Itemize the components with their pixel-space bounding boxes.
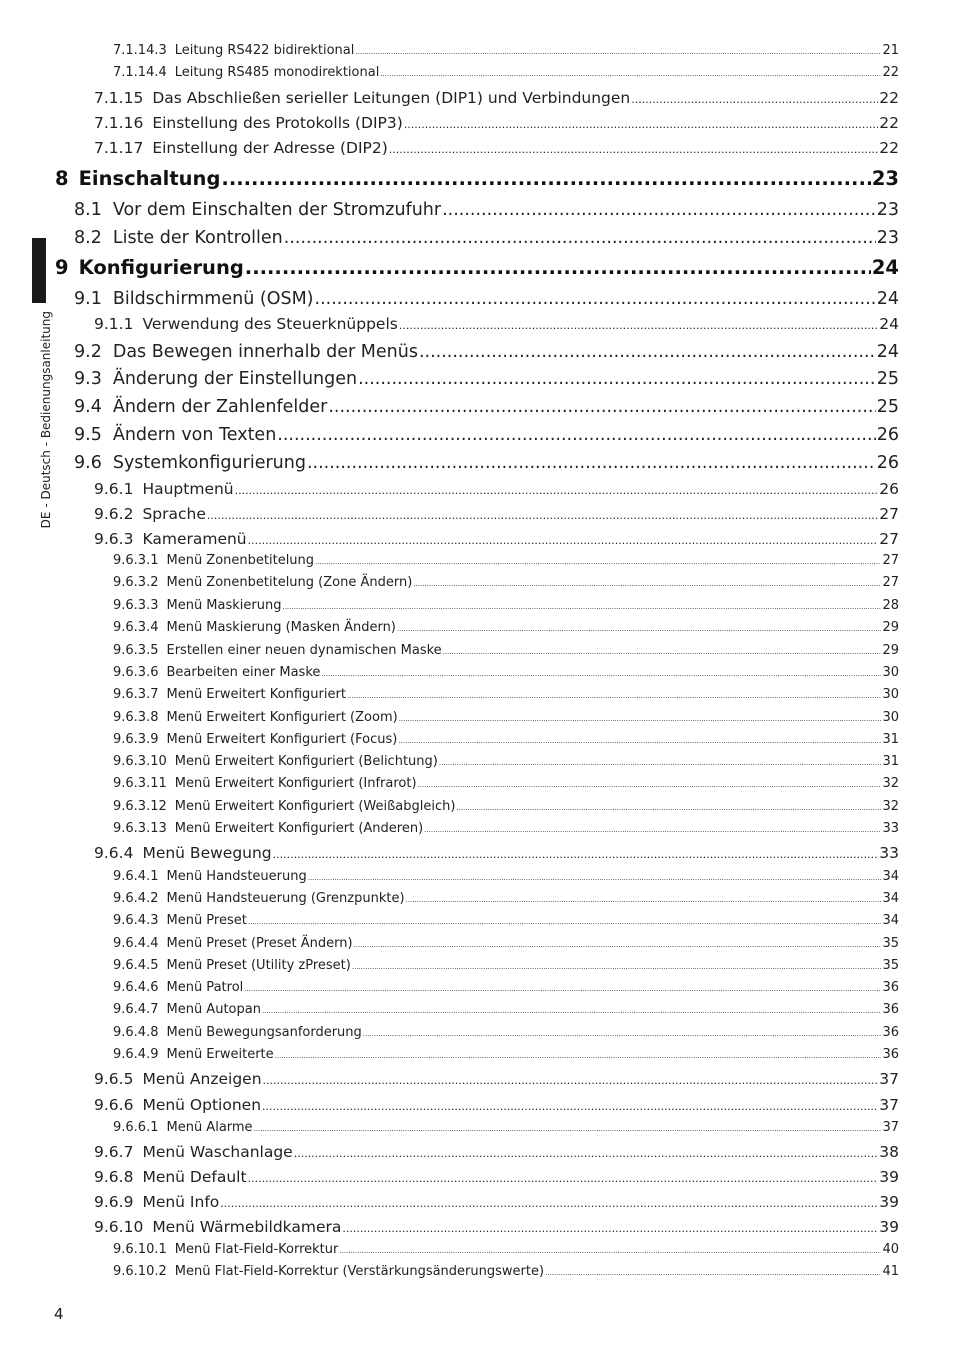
side-language-label: DE - Deutsch - Bedienungsanleitung	[39, 311, 53, 529]
toc-entry-number: 9.6.4.3	[113, 913, 159, 928]
toc-entry-page: 31	[882, 754, 899, 769]
toc-entry[interactable]	[113, 553, 899, 568]
toc-entry-page: 32	[882, 799, 899, 814]
toc-dot-leader	[248, 918, 882, 926]
toc-dot-leader	[443, 648, 882, 656]
toc-dot-leader	[235, 484, 879, 497]
toc-entry[interactable]	[94, 139, 899, 157]
toc-dot-leader	[342, 1222, 878, 1235]
toc-dot-leader	[352, 963, 882, 971]
toc-entry[interactable]	[113, 980, 899, 995]
toc-dot-leader	[399, 715, 882, 723]
toc-entry-number: 7.1.14.3	[113, 43, 167, 58]
toc-entry-number: 9.6.4.4	[113, 936, 159, 951]
toc-entry-number: 9.6.3.4	[113, 620, 159, 635]
toc-entry-page: 27	[879, 530, 899, 548]
toc-entry-title: Menü Autopan	[166, 1002, 261, 1017]
toc-entry-page: 31	[882, 732, 899, 747]
toc-entry[interactable]	[55, 256, 899, 279]
toc-entry-page: 41	[882, 1264, 899, 1279]
toc-entry-title: Menü Bewegungsanforderung	[166, 1025, 362, 1040]
toc-entry[interactable]	[74, 342, 899, 362]
toc-entry-title: Menü Erweitert Konfiguriert	[166, 687, 346, 702]
toc-entry-page: 28	[882, 598, 899, 613]
toc-entry-number: 9.6.3.8	[113, 710, 159, 725]
toc-entry[interactable]	[94, 480, 899, 498]
toc-entry-page: 34	[882, 913, 899, 928]
toc-entry[interactable]	[94, 530, 899, 548]
toc-dot-leader	[207, 509, 878, 522]
toc-entry-number: 7.1.17	[94, 139, 144, 157]
toc-entry[interactable]	[94, 1168, 899, 1186]
toc-entry-page: 32	[882, 776, 899, 791]
toc-entry-page: 25	[876, 369, 899, 389]
toc-entry-title: Bildschirmmenü (OSM)	[112, 289, 314, 309]
toc-entry-title: Einstellung des Protokolls (DIP3)	[152, 114, 403, 132]
toc-entry-page: 24	[879, 315, 899, 333]
toc-entry[interactable]	[113, 710, 899, 725]
toc-entry-page: 22	[882, 65, 899, 80]
toc-entry-number: 9.6.4	[94, 844, 134, 862]
toc-entry-page: 36	[882, 1002, 899, 1017]
toc-entry[interactable]	[55, 167, 899, 190]
toc-entry-number: 9.6.4.2	[113, 891, 159, 906]
toc-dot-leader	[307, 453, 876, 473]
toc-dot-leader	[380, 70, 881, 78]
toc-entry-title: Menü Waschanlage	[142, 1143, 293, 1161]
toc-entry[interactable]	[113, 598, 899, 613]
toc-entry-number: 9.3	[74, 369, 102, 389]
toc-entry-page: 38	[879, 1143, 899, 1161]
toc-entry-page: 26	[876, 453, 899, 473]
toc-dot-leader	[315, 558, 881, 566]
toc-entry[interactable]	[74, 425, 899, 445]
toc-entry[interactable]	[113, 936, 899, 951]
toc-dot-leader	[254, 1125, 882, 1133]
toc-entry-page: 33	[882, 821, 899, 836]
toc-entry-number: 9.6.3.5	[113, 643, 159, 658]
toc-dot-leader	[413, 580, 881, 588]
toc-entry-title: Menü Maskierung (Masken Ändern)	[166, 620, 396, 635]
toc-entry[interactable]	[113, 687, 899, 702]
toc-dot-leader	[545, 1269, 881, 1277]
toc-entry-number: 9.6.7	[94, 1143, 134, 1161]
toc-dot-leader	[397, 625, 882, 633]
toc-entry-page: 35	[882, 958, 899, 973]
toc-dot-leader	[398, 737, 881, 745]
toc-entry-title: Menü Flat-Field-Korrektur (Verstärkungsänderungswerte)	[174, 1264, 545, 1279]
toc-entry-title: Leitung RS422 bidirektional	[174, 43, 355, 58]
toc-entry-number: 9.6.1	[94, 480, 134, 498]
toc-dot-leader	[339, 1247, 881, 1255]
toc-entry-title: Ändern von Texten	[112, 425, 277, 445]
toc-dot-leader	[631, 93, 878, 106]
toc-entry-number: 9.6	[74, 453, 102, 473]
toc-entry-page: 39	[879, 1168, 899, 1186]
toc-entry-number: 9	[55, 256, 69, 279]
toc-entry-page: 24	[876, 342, 899, 362]
toc-entry[interactable]	[113, 620, 899, 635]
toc-entry-number: 9.6.8	[94, 1168, 134, 1186]
toc-entry-page: 27	[882, 553, 899, 568]
toc-entry-title: Menü Handsteuerung (Grenzpunkte)	[166, 891, 405, 906]
toc-entry-page: 39	[879, 1218, 899, 1236]
toc-entry-page: 36	[882, 1025, 899, 1040]
toc-entry-page: 23	[871, 167, 899, 190]
toc-dot-leader	[221, 167, 870, 190]
toc-entry-title: Änderung der Einstellungen	[112, 369, 358, 389]
toc-dot-leader	[456, 804, 881, 812]
toc-entry-title: Konfigurierung	[78, 256, 244, 279]
toc-entry[interactable]	[94, 1143, 899, 1161]
toc-entry-number: 9.6.4.5	[113, 958, 159, 973]
toc-entry-number: 9.6.3.12	[113, 799, 167, 814]
toc-entry[interactable]	[113, 43, 899, 58]
toc-dot-leader	[262, 1007, 882, 1015]
toc-entry-title: Hauptmenü	[142, 480, 234, 498]
toc-entry[interactable]	[113, 1264, 899, 1279]
toc-entry-number: 9.6.3.7	[113, 687, 159, 702]
toc-entry-title: Menü Preset (Utility zPreset)	[166, 958, 351, 973]
toc-entry[interactable]	[94, 844, 899, 862]
toc-entry-title: Bearbeiten einer Maske	[166, 665, 321, 680]
toc-dot-leader	[347, 692, 882, 700]
toc-entry-number: 9.1.1	[94, 315, 134, 333]
toc-entry-title: Menü Optionen	[142, 1096, 262, 1114]
toc-dot-leader	[419, 342, 876, 362]
toc-entry[interactable]	[113, 1047, 899, 1062]
toc-entry-page: 23	[876, 228, 899, 248]
toc-entry-title: Menü Preset (Preset Ändern)	[166, 936, 353, 951]
toc-entry[interactable]	[113, 65, 899, 80]
toc-entry-title: Menü Info	[142, 1193, 220, 1211]
toc-entry-title: Menü Flat-Field-Korrektur	[174, 1242, 339, 1257]
toc-entry-number: 7.1.14.4	[113, 65, 167, 80]
toc-entry[interactable]	[74, 397, 899, 417]
toc-entry-page: 39	[879, 1193, 899, 1211]
toc-entry-number: 9.6.2	[94, 505, 134, 523]
toc-entry[interactable]	[74, 200, 899, 220]
toc-entry-title: Liste der Kontrollen	[112, 228, 283, 248]
toc-entry-page: 27	[879, 505, 899, 523]
toc-dot-leader	[418, 781, 882, 789]
toc-dot-leader	[308, 874, 882, 882]
toc-entry-number: 9.6.3.6	[113, 665, 159, 680]
toc-entry-title: Kameramenü	[142, 530, 247, 548]
toc-entry-page: 24	[871, 256, 899, 279]
toc-dot-leader	[404, 118, 878, 131]
toc-entry-page: 24	[876, 289, 899, 309]
toc-entry[interactable]	[74, 228, 899, 248]
toc-entry-title: Erstellen einer neuen dynamischen Maske	[166, 643, 442, 658]
toc-entry-page: 29	[882, 620, 899, 635]
toc-entry-number: 9.6.6	[94, 1096, 134, 1114]
toc-entry-title: Menü Zonenbetitelung (Zone Ändern)	[166, 575, 413, 590]
toc-dot-leader	[275, 1052, 882, 1060]
toc-entry-title: Menü Preset	[166, 913, 247, 928]
toc-entry[interactable]	[113, 665, 899, 680]
toc-entry-title: Menü Bewegung	[142, 844, 272, 862]
toc-dot-leader	[284, 228, 876, 248]
toc-entry-number: 9.2	[74, 342, 102, 362]
toc-dot-leader	[363, 1030, 882, 1038]
toc-entry-page: 22	[879, 139, 899, 157]
toc-entry-title: Menü Zonenbetitelung	[166, 553, 315, 568]
toc-entry[interactable]	[113, 776, 899, 791]
toc-entry-title: Das Bewegen innerhalb der Menüs	[112, 342, 418, 362]
toc-entry-page: 36	[882, 1047, 899, 1062]
toc-entry-title: Das Abschließen serieller Leitungen (DIP1) und Verbindungen	[152, 89, 631, 107]
toc-entry-title: Menü Alarme	[166, 1120, 253, 1135]
toc-entry-page: 40	[882, 1242, 899, 1257]
toc-entry[interactable]	[74, 289, 899, 309]
toc-entry-number: 9.6.3.13	[113, 821, 167, 836]
toc-entry-title: Sprache	[142, 505, 206, 523]
toc-entry-page: 35	[882, 936, 899, 951]
toc-dot-leader	[389, 143, 878, 156]
toc-entry-number: 9.5	[74, 425, 102, 445]
toc-entry[interactable]	[113, 891, 899, 906]
toc-entry-title: Menü Erweitert Konfiguriert (Belichtung)	[174, 754, 438, 769]
toc-entry-page: 26	[876, 425, 899, 445]
toc-entry[interactable]	[113, 1120, 899, 1135]
toc-entry-number: 9.6.4.1	[113, 869, 159, 884]
toc-entry-page: 22	[879, 89, 899, 107]
toc-entry-number: 9.6.4.7	[113, 1002, 159, 1017]
toc-entry-page: 34	[882, 891, 899, 906]
toc-entry-number: 8.2	[74, 228, 102, 248]
toc-dot-leader	[354, 941, 882, 949]
toc-entry-number: 9.6.3	[94, 530, 134, 548]
toc-dot-leader	[399, 319, 878, 332]
page-number: 4	[54, 1305, 64, 1323]
toc-entry-title: Menü Erweiterte	[166, 1047, 274, 1062]
toc-entry[interactable]	[94, 114, 899, 132]
side-tab-marker	[32, 238, 46, 303]
toc-dot-leader	[321, 670, 881, 678]
toc-entry-number: 9.4	[74, 397, 102, 417]
toc-entry-page: 21	[882, 43, 899, 58]
toc-entry-page: 34	[882, 869, 899, 884]
toc-entry[interactable]	[94, 1096, 899, 1114]
toc-entry-page: 22	[879, 114, 899, 132]
toc-entry-page: 26	[879, 480, 899, 498]
toc-entry-number: 9.6.9	[94, 1193, 134, 1211]
toc-dot-leader	[277, 425, 875, 445]
toc-dot-leader	[262, 1100, 878, 1113]
toc-entry-number: 7.1.16	[94, 114, 144, 132]
toc-entry-title: Ändern der Zahlenfelder	[112, 397, 328, 417]
toc-entry[interactable]	[74, 453, 899, 473]
toc-entry-number: 9.1	[74, 289, 102, 309]
toc-dot-leader	[263, 1074, 879, 1087]
toc-dot-leader	[406, 896, 882, 904]
toc-dot-leader	[328, 397, 875, 417]
toc-entry-page: 37	[879, 1070, 899, 1088]
toc-entry-number: 9.6.3.11	[113, 776, 167, 791]
toc-entry-page: 25	[876, 397, 899, 417]
toc-entry-title: Einstellung der Adresse (DIP2)	[152, 139, 388, 157]
toc-entry-title: Menü Maskierung	[166, 598, 282, 613]
toc-entry-title: Menü Anzeigen	[142, 1070, 262, 1088]
toc-entry-title: Systemkonfigurierung	[112, 453, 306, 473]
toc-entry-title: Menü Patrol	[166, 980, 244, 995]
toc-entry-title: Vor dem Einschalten der Stromzufuhr	[112, 200, 442, 220]
toc-entry-page: 36	[882, 980, 899, 995]
toc-entry-title: Menü Erweitert Konfiguriert (Infrarot)	[174, 776, 417, 791]
toc-entry-number: 9.6.6.1	[113, 1120, 159, 1135]
toc-entry-page: 23	[876, 200, 899, 220]
toc-entry[interactable]	[94, 1193, 899, 1211]
toc-dot-leader	[248, 1172, 879, 1185]
toc-dot-leader	[220, 1197, 878, 1210]
toc-entry-page: 37	[882, 1120, 899, 1135]
toc-entry-number: 9.6.10.2	[113, 1264, 167, 1279]
toc-entry[interactable]	[94, 89, 899, 107]
toc-entry-number: 7.1.15	[94, 89, 144, 107]
toc-entry-number: 9.6.4.8	[113, 1025, 159, 1040]
toc-dot-leader	[282, 603, 881, 611]
toc-entry-number: 9.6.3.1	[113, 553, 159, 568]
toc-entry-title: Menü Wärmebildkamera	[152, 1218, 342, 1236]
toc-entry-page: 29	[882, 643, 899, 658]
toc-entry-number: 9.6.4.6	[113, 980, 159, 995]
toc-entry-number: 9.6.10	[94, 1218, 144, 1236]
toc-dot-leader	[244, 985, 881, 993]
toc-entry-title: Leitung RS485 monodirektional	[174, 65, 380, 80]
toc-entry[interactable]	[113, 1242, 899, 1257]
toc-entry-page: 33	[879, 844, 899, 862]
toc-dot-leader	[355, 48, 881, 56]
toc-entry-number: 9.6.3.3	[113, 598, 159, 613]
toc-entry-page: 27	[882, 575, 899, 590]
toc-entry[interactable]	[113, 754, 899, 769]
toc-entry-number: 9.6.10.1	[113, 1242, 167, 1257]
toc-entry-number: 9.6.3.9	[113, 732, 159, 747]
toc-entry[interactable]	[94, 505, 899, 523]
toc-entry-page: 30	[882, 710, 899, 725]
toc-entry[interactable]	[74, 369, 899, 389]
toc-entry-title: Menü Erweitert Konfiguriert (Anderen)	[174, 821, 424, 836]
toc-dot-leader	[442, 200, 876, 220]
toc-dot-leader	[315, 289, 876, 309]
toc-entry-number: 8.1	[74, 200, 102, 220]
toc-entry-title: Menü Handsteuerung	[166, 869, 307, 884]
toc-entry-number: 8	[55, 167, 69, 190]
toc-entry[interactable]	[113, 913, 899, 928]
toc-entry-title: Verwendung des Steuerknüppels	[142, 315, 398, 333]
toc-entry-number: 9.6.4.9	[113, 1047, 159, 1062]
toc-entry[interactable]	[94, 1070, 899, 1088]
toc-entry-title: Menü Erweitert Konfiguriert (Zoom)	[166, 710, 398, 725]
toc-dot-leader	[439, 759, 882, 767]
toc-entry[interactable]	[94, 1218, 899, 1236]
toc-entry[interactable]	[113, 869, 899, 884]
toc-entry-number: 9.6.3.10	[113, 754, 167, 769]
toc-entry-page: 30	[882, 687, 899, 702]
toc-dot-leader	[358, 369, 876, 389]
toc-entry[interactable]	[113, 958, 899, 973]
toc-entry[interactable]	[113, 1025, 899, 1040]
toc-entry[interactable]	[113, 799, 899, 814]
toc-entry-title: Menü Erweitert Konfiguriert (Focus)	[166, 732, 398, 747]
toc-entry-title: Menü Erweitert Konfiguriert (Weißabgleich)	[174, 799, 456, 814]
toc-entry[interactable]	[113, 1002, 899, 1017]
toc-entry-number: 9.6.3.2	[113, 575, 159, 590]
toc-entry[interactable]	[113, 732, 899, 747]
toc-entry[interactable]	[113, 821, 899, 836]
toc-entry-page: 37	[879, 1096, 899, 1114]
toc-entry-page: 30	[882, 665, 899, 680]
toc-entry-title: Einschaltung	[78, 167, 221, 190]
toc-entry[interactable]	[113, 575, 899, 590]
toc-dot-leader	[248, 534, 879, 547]
toc-dot-leader	[245, 256, 871, 279]
toc-dot-leader	[424, 826, 881, 834]
toc-entry-number: 9.6.5	[94, 1070, 134, 1088]
toc-dot-leader	[294, 1147, 879, 1160]
toc-entry-title: Menü Default	[142, 1168, 247, 1186]
toc-entry[interactable]	[94, 315, 899, 333]
toc-dot-leader	[273, 848, 879, 861]
toc-entry[interactable]	[113, 643, 899, 658]
